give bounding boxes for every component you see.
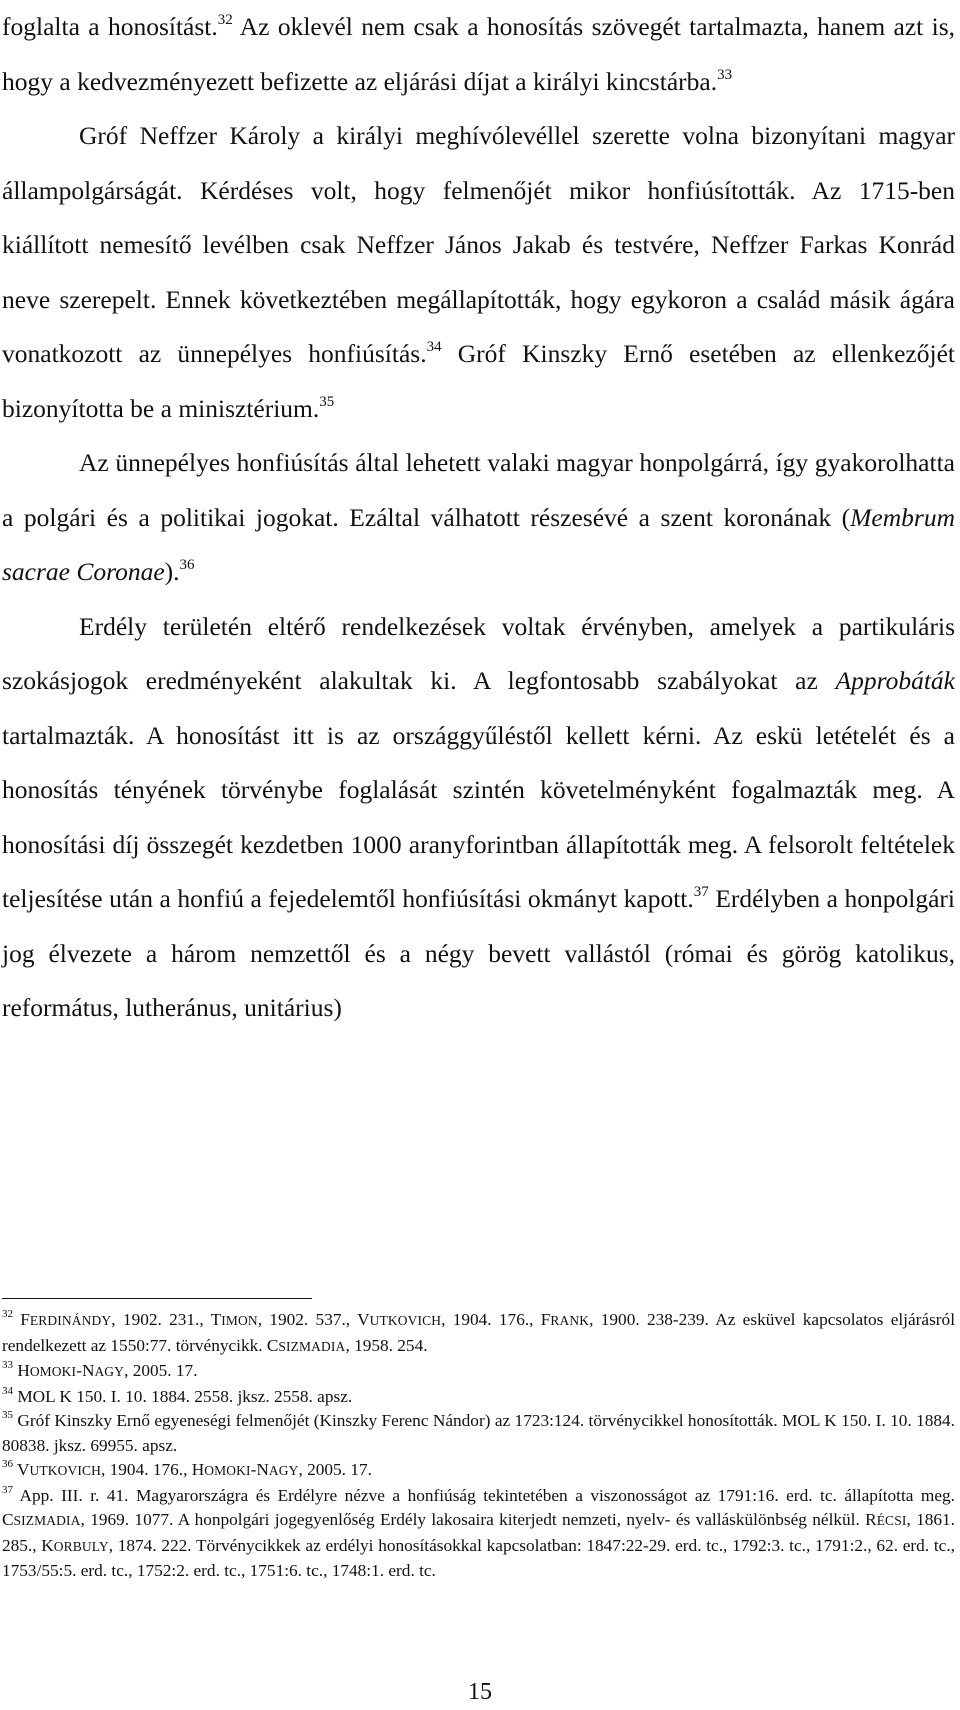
text-run: , 1902. 537., V — [257, 1310, 370, 1329]
footnote — [2, 1484, 955, 1584]
small-caps-text: ORBULY — [53, 1538, 109, 1554]
footnote — [2, 1458, 955, 1484]
small-caps-text: AGY — [268, 1463, 299, 1478]
text-run: , 1861. 285., K — [2, 1510, 955, 1555]
page-number: 15 — [468, 1679, 492, 1705]
small-caps-text: OMOKI — [29, 1364, 77, 1379]
text-run: , 1902. 231., T — [111, 1310, 222, 1329]
text-run: , 1874. 222. Törvénycikkek az erdélyi honosításokkal kapcsolatban: 1847:22-29. erd. tc., 1792:3. tc., 1791:2., 62. erd. tc., 1753/55:5. erd. tc., 1752:2. erd. tc., 1751:6. tc., 1748:1. erd. tc. — [2, 1535, 955, 1580]
small-caps-text: ÉCSI — [876, 1513, 907, 1528]
small-caps-text: AGY — [94, 1364, 125, 1379]
footnote-reference: 36 — [179, 557, 195, 573]
text-run: , 1904. 176., F — [441, 1310, 551, 1329]
small-caps-text: UTKOVICH — [29, 1463, 101, 1478]
paragraph — [2, 0, 955, 109]
text-run: foglalta a honosítást. — [2, 12, 218, 41]
small-caps-text: RANK — [550, 1313, 590, 1328]
footnote — [2, 1385, 955, 1410]
footnote-reference: 34 — [426, 339, 442, 355]
footnote — [2, 1359, 955, 1385]
text-run: Gróf Neffzer Károly a királyi meghívólevéllel szerette volna bizonyítani magyar állampolgárságát. Kérdéses volt, hogy felmenőjét mikor honfiúsították. Az 1715-ben kiállított nemesítő levélben csak Neffzer János Jakab és testvére, Neffzer Farkas Konrád neve szerepelt. Ennek következtében megállapították, hogy egykoron a család másik ágára vonatkozott az ünnepélyes honfiúsítás. — [2, 121, 955, 368]
footnote-reference: 35 — [319, 393, 335, 410]
text-run: -N — [76, 1361, 95, 1380]
text-run: , 1904. 176., H — [101, 1460, 205, 1479]
small-caps-text: UTKOVICH — [369, 1313, 442, 1328]
footnote-number: 33 — [2, 1359, 13, 1371]
footnote-reference: 37 — [693, 884, 709, 900]
text-run: , 1958. 254. — [345, 1335, 428, 1355]
text-run: MOL K 150. I. 10. 1884. 2558. jksz. 2558. apsz. — [13, 1386, 353, 1406]
text-run: ). — [164, 557, 180, 586]
footnotes — [2, 1308, 955, 1584]
small-caps-text: IMON — [221, 1313, 258, 1328]
italic-text: Approbáták — [835, 666, 955, 695]
footnote — [2, 1409, 955, 1458]
text-run: Erdély területén eltérő rendelkezések voltak érvényben, amelyek a partikuláris szokásjogok eredményeként alakultak ki. A legfontosabb szabályokat az — [2, 611, 955, 695]
footnote-separator-rule — [2, 1298, 312, 1299]
text-run: F — [13, 1310, 30, 1329]
text-run: , 1900. 238-239. Az esküvel kapcsolatos eljárásról rendelkezett az 1550:77. törvénycikk. C — [2, 1310, 955, 1355]
text-run: H — [13, 1361, 30, 1380]
text-run: Az ünnepélyes honfiúsítás által lehetett valaki magyar honpolgárrá, így gyakorolhatta a polgári és a politikai jogokat. Ezáltal válhatott részesévé a szent koronának ( — [2, 448, 955, 532]
footnote-number: 36 — [2, 1458, 13, 1470]
footnote-reference: 32 — [217, 12, 233, 28]
footnote-number: 37 — [2, 1483, 13, 1496]
text-run: , 2005. 17. — [124, 1361, 198, 1380]
body-text — [2, 0, 955, 1036]
small-caps-text: ERDINÁNDY — [29, 1313, 112, 1328]
footnote-number: 34 — [2, 1384, 13, 1397]
text-run: Gróf Kinszky Ernő egyeneségi felmenőjét (Kinszky Ferenc Nándor) az 1723:124. törvénycikkel honosították. MOL K 150. I. 10. 1884. 80838. jksz. 69955. apsz. — [2, 1411, 955, 1455]
paragraph — [2, 109, 955, 436]
text-run: Az oklevél nem csak a honosítás szövegét tartalmazta, hanem azt is, hogy a kedvezményezett befizette az eljárási díjat a királyi kincstárba. — [2, 12, 956, 96]
text-run: , 2005. 17. — [298, 1460, 372, 1479]
text-run: Erdélyben a honpolgári jog élvezete a három nemzettől és a négy bevett vallástól (római és görög katolikus, református, lutheránus, unitárius) — [2, 884, 955, 1022]
text-run: -N — [250, 1460, 269, 1479]
small-caps-text: OMOKI — [204, 1463, 251, 1478]
italic-text: Membrum sacrae Coronae — [2, 502, 955, 586]
footnote-number: 35 — [2, 1409, 13, 1421]
footnote-reference: 33 — [717, 66, 733, 83]
small-caps-text: SIZMADIA — [13, 1513, 81, 1528]
text-run: V — [13, 1460, 30, 1479]
paragraph — [2, 600, 955, 1036]
footnote-number: 32 — [2, 1308, 13, 1320]
paragraph — [2, 436, 955, 600]
text-run: tartalmazták. A honosítást itt is az országgyűléstől kellett kérni. Az eskü letételét és a honosítás tényének törvénybe foglalását szintén követelményként fogalmazták meg. A honosítási díj összegét kezdetben 1000 aranyforintban állapították meg. A felsorolt feltételek teljesítése után a honfiú a fejedelemtől honfiúsítási okmányt kapott. — [2, 720, 955, 913]
text-run: App. III. r. 41. Magyarországra és Erdélyre nézve a honfiúság tekintetében a viszonosságot az 1791:16. erd. tc. állapította meg. C — [2, 1485, 955, 1529]
text-run: , 1969. 1077. A honpolgári jogegyenlőség Erdély lakosaira kiterjedt nemzeti, nyelv- és valláskülönbség nélkül. R — [80, 1510, 877, 1529]
small-caps-text: SIZMADIA — [278, 1338, 346, 1354]
footnote — [2, 1308, 955, 1359]
text-run: Gróf Kinszky Ernő esetében az ellenkezőjét bizonyította be a minisztérium. — [2, 339, 955, 423]
